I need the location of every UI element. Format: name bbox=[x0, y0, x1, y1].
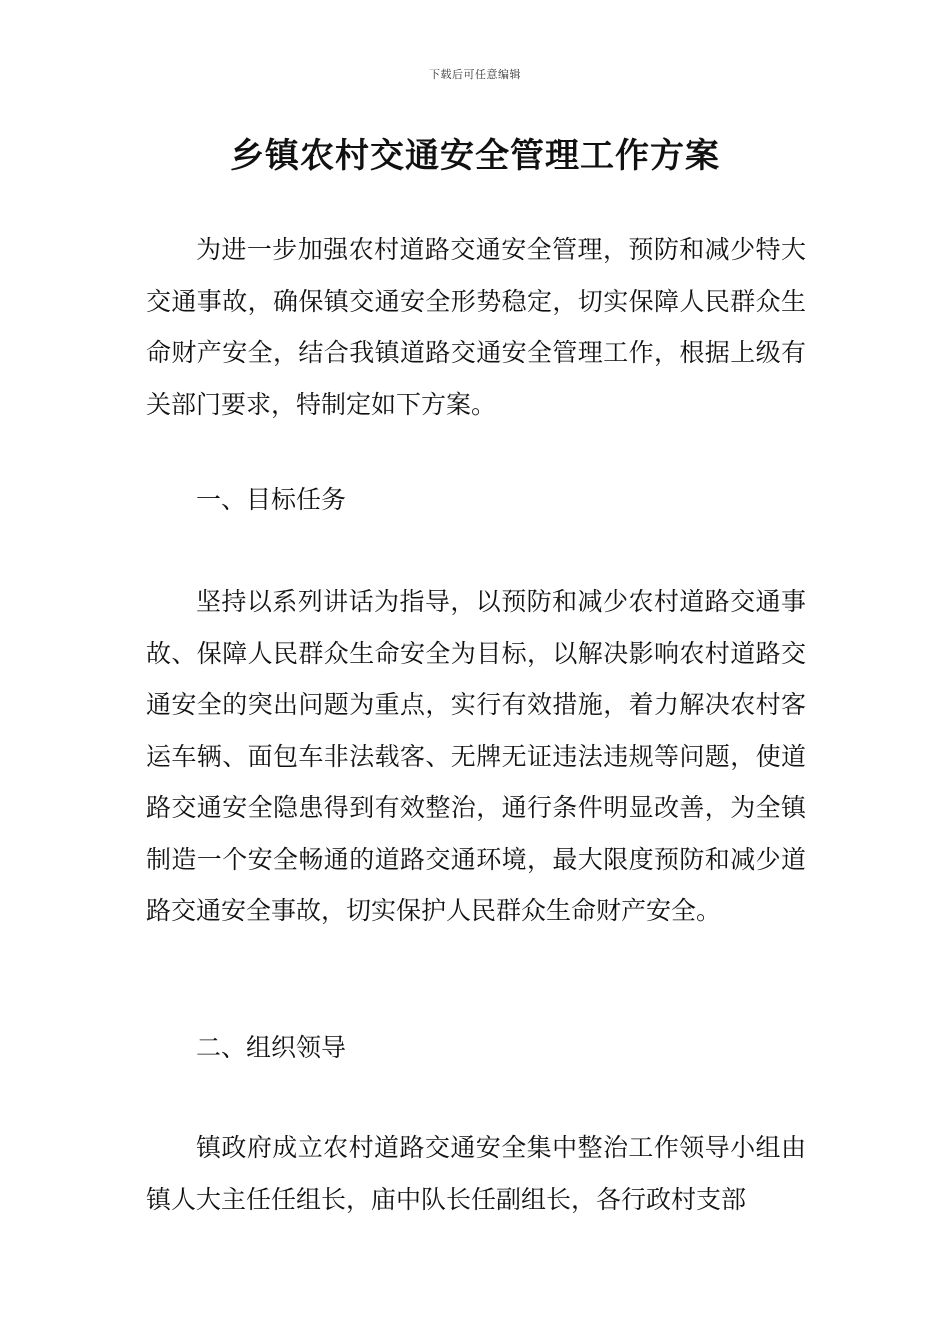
section-body-goals: 坚持以系列讲话为指导，以预防和减少农村道路交通事故、保障人民群众生命安全为目标，以解决影响农村道路交通安全的突出问题为重点，实行有效措施，着力解决农村客运车辆、面包车非法载客、无牌无证违法违规等问题，使道路交通安全隐患得到有效整治，通行条件明显改善，为全镇制造一个安全畅通的道路交通环境，最大限度预防和减少道路交通安全事故，切实保护人民群众生命财产安全。 bbox=[146, 587, 806, 925]
section-heading-goals: 一、目标任务 bbox=[196, 485, 347, 514]
document-title: 乡镇农村交通安全管理工作方案 bbox=[230, 136, 720, 176]
intro-paragraph: 为进一步加强农村道路交通安全管理，预防和减少特大交通事故，确保镇交通安全形势稳定，切实保障人民群众生命财产安全，结合我镇道路交通安全管理工作，根据上级有关部门要求，特制定如下方案。 bbox=[146, 235, 806, 419]
section-body-organization: 镇政府成立农村道路交通安全集中整治工作领导小组由镇人大主任任组长，庙中队长任副组长，各行政村支部 bbox=[146, 1133, 806, 1214]
section-heading-organization: 二、组织领导 bbox=[196, 1033, 347, 1062]
header-note: 下载后可任意编辑 bbox=[429, 68, 521, 81]
